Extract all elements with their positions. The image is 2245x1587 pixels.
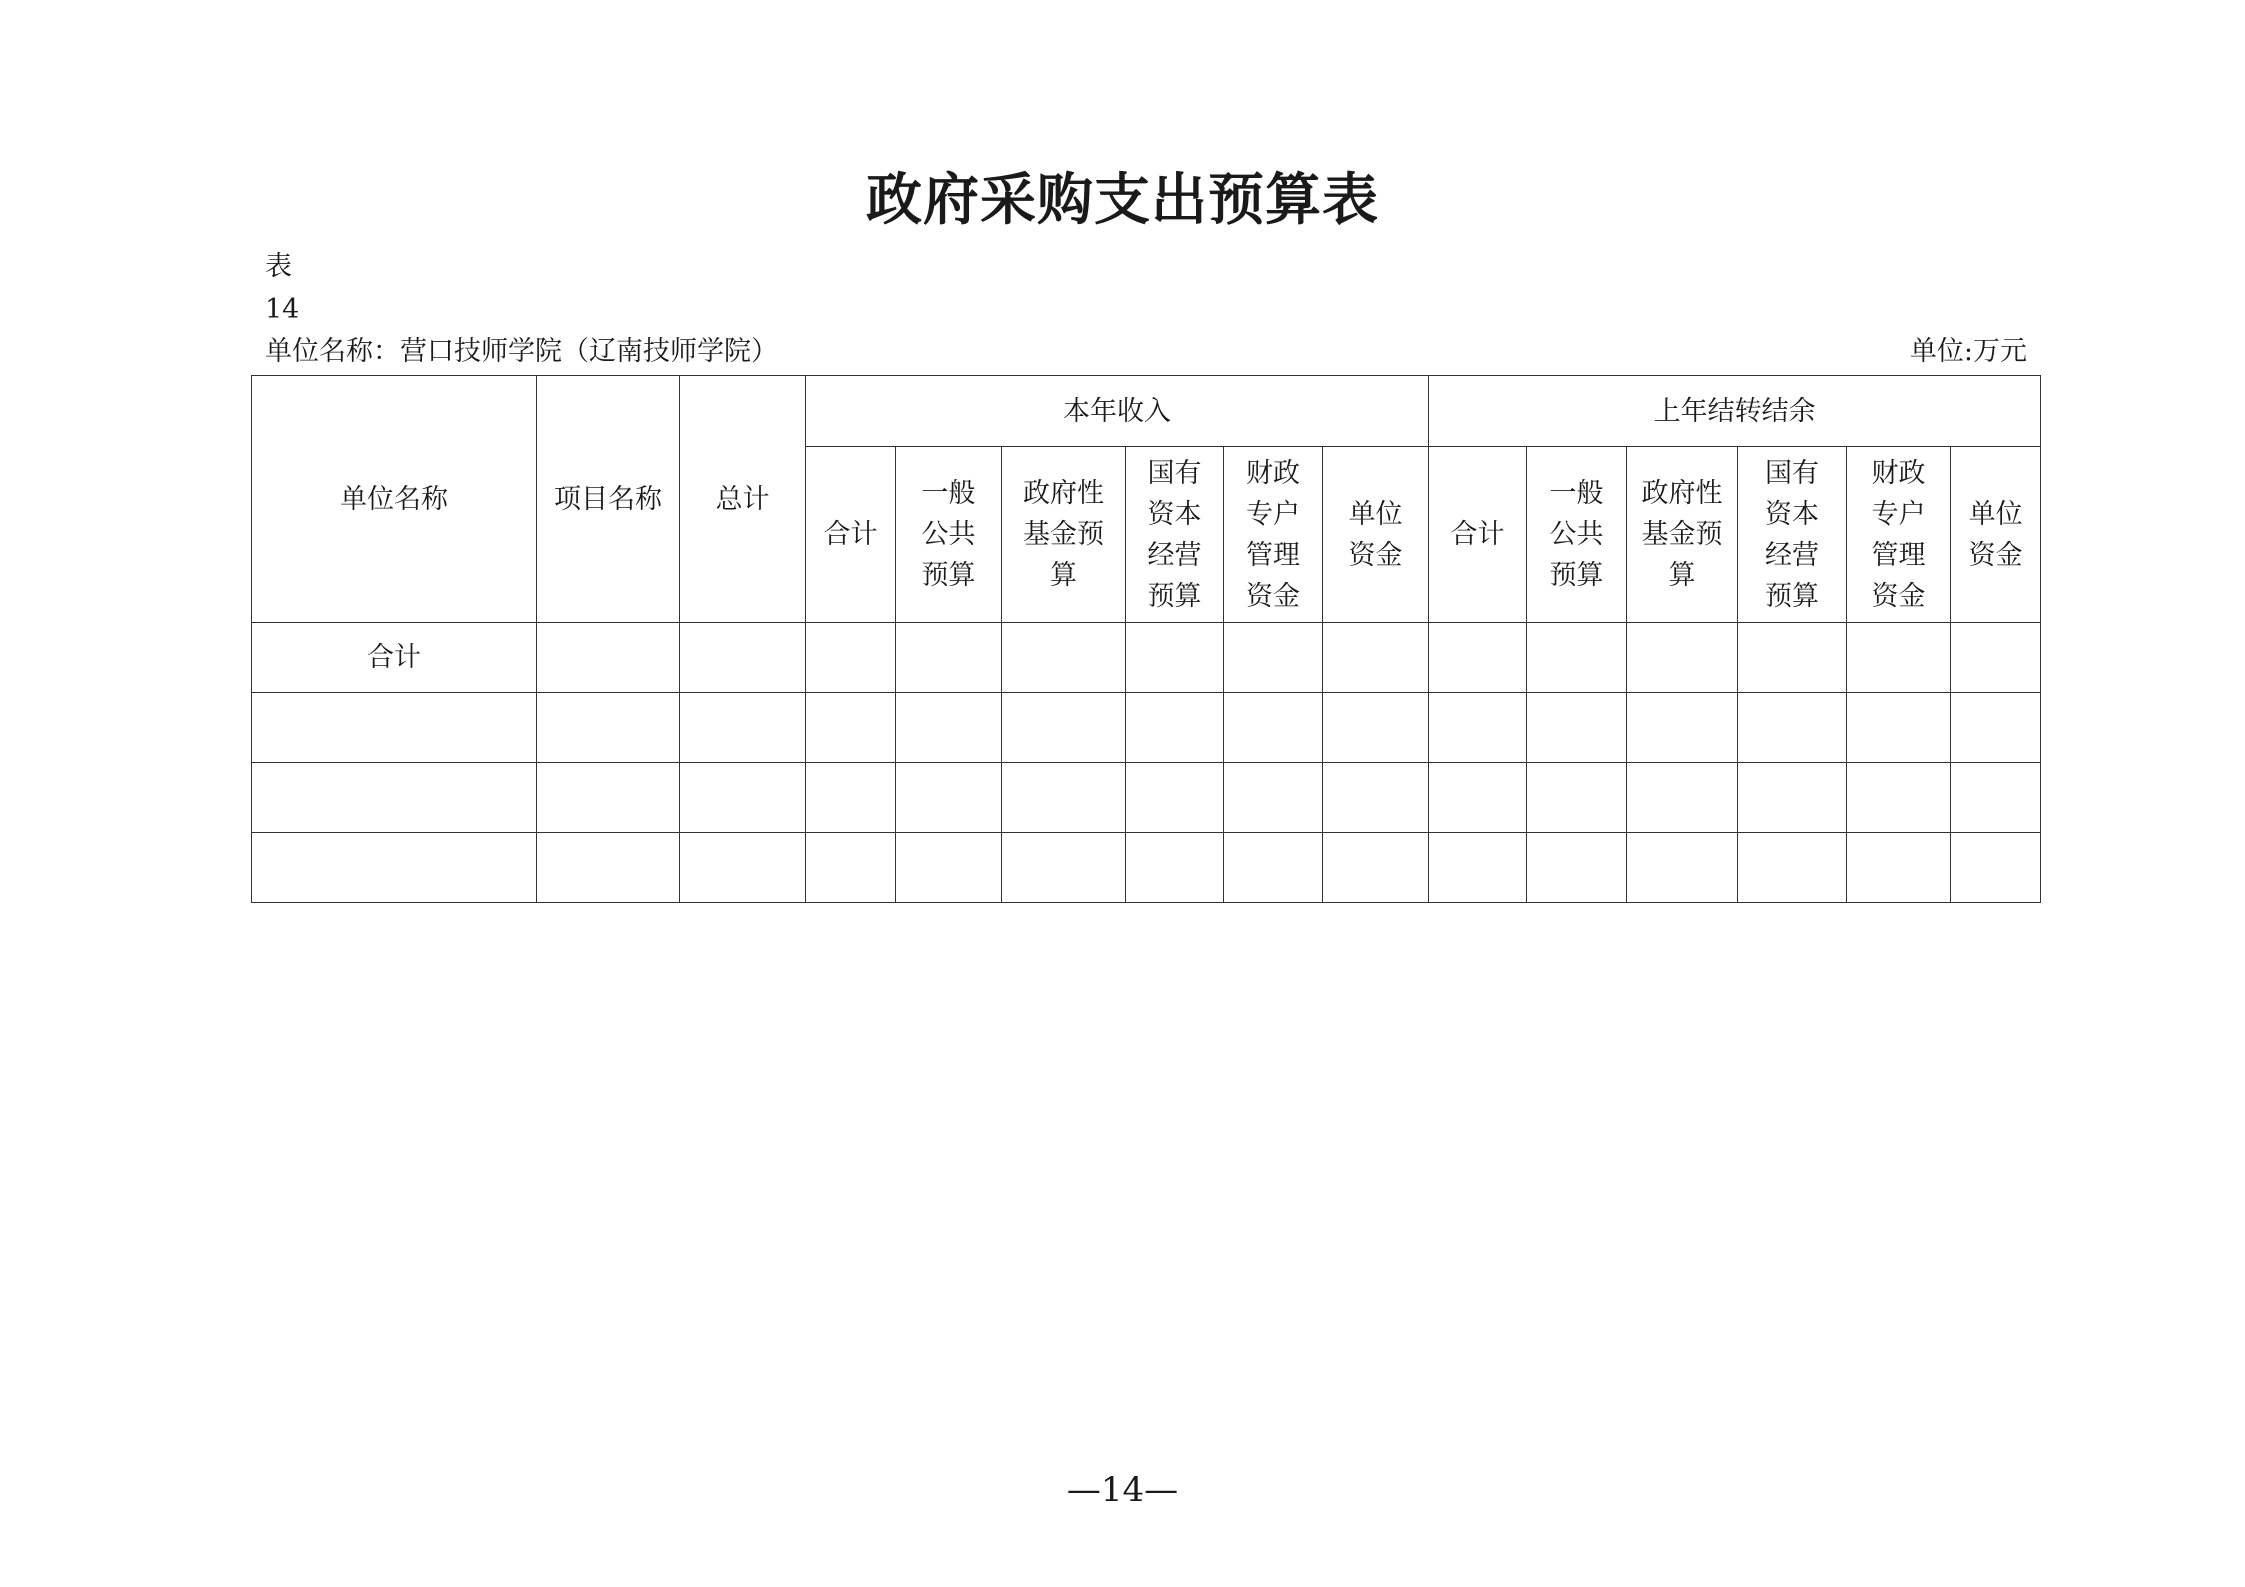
table-cell (1627, 833, 1738, 903)
table-row (252, 693, 2041, 763)
table-cell (1323, 623, 1429, 693)
header-sub-state-capital-budget: 国有资本经营预算 (1738, 447, 1847, 623)
table-number-label: 表 (265, 251, 292, 282)
table-cell (1847, 763, 1951, 833)
table-cell (806, 693, 896, 763)
table-cell (537, 833, 680, 903)
table-cell (1738, 763, 1847, 833)
table-row (252, 833, 2041, 903)
table-body (252, 623, 2041, 903)
table-cell (1527, 763, 1627, 833)
currency-unit: 单位:万元 (1909, 336, 2027, 367)
table-cell (1323, 693, 1429, 763)
header-project-name: 项目名称 (537, 376, 680, 623)
table-cell (680, 623, 806, 693)
page-title: 政府采购支出预算表 (866, 167, 1379, 233)
table-cell (1627, 623, 1738, 693)
table-cell (1126, 693, 1224, 763)
table-cell (1738, 623, 1847, 693)
table-cell (1429, 833, 1527, 903)
table-cell (1002, 763, 1126, 833)
table-cell (537, 623, 680, 693)
table-row (252, 623, 2041, 693)
table-cell (680, 763, 806, 833)
table-cell (1126, 623, 1224, 693)
table-number: 14 (265, 294, 300, 325)
table-cell (1951, 833, 2041, 903)
table-cell (896, 693, 1002, 763)
table-cell (1002, 693, 1126, 763)
header-current-year-income: 本年收入 (806, 376, 1429, 447)
table-cell (896, 763, 1002, 833)
table-cell (1323, 763, 1429, 833)
table-cell: 合计 (252, 623, 537, 693)
table-cell (252, 833, 537, 903)
table-cell (806, 763, 896, 833)
table-cell (1429, 763, 1527, 833)
header-sub-state-capital-budget: 国有资本经营预算 (1126, 447, 1224, 623)
table-cell (1323, 833, 1429, 903)
table-cell (252, 763, 537, 833)
table-cell (1847, 623, 1951, 693)
table-cell (1002, 833, 1126, 903)
table-cell (1224, 693, 1323, 763)
header-sub-special-account-funds: 财政专户管理资金 (1847, 447, 1951, 623)
table-cell (1429, 623, 1527, 693)
table-cell (1527, 693, 1627, 763)
table-cell (537, 693, 680, 763)
table-cell (1224, 763, 1323, 833)
table-cell (1627, 693, 1738, 763)
header-sub-general-budget: 一般公共预算 (1527, 447, 1627, 623)
table-cell (1847, 833, 1951, 903)
table-cell (1126, 833, 1224, 903)
table-cell (896, 623, 1002, 693)
table-cell (1951, 623, 2041, 693)
table-cell (1224, 623, 1323, 693)
header-unit-name: 单位名称 (252, 376, 537, 623)
header-sub-general-budget: 一般公共预算 (896, 447, 1002, 623)
header-sub-special-account-funds: 财政专户管理资金 (1224, 447, 1323, 623)
table-cell (806, 623, 896, 693)
table-cell (1002, 623, 1126, 693)
unit-name-line: 单位名称：营口技师学院（辽南技师学院） (265, 336, 778, 367)
page-number: —14— (1066, 1470, 1179, 1510)
table-cell (1951, 763, 2041, 833)
table-cell (1627, 763, 1738, 833)
header-prior-year-carryover: 上年结转结余 (1429, 376, 2041, 447)
table-cell (1738, 833, 1847, 903)
header-sub-total: 合计 (1429, 447, 1527, 623)
table-row (252, 763, 2041, 833)
table-cell (896, 833, 1002, 903)
table-cell (680, 693, 806, 763)
header-sub-total: 合计 (806, 447, 896, 623)
table-cell (1738, 693, 1847, 763)
table-cell (1126, 763, 1224, 833)
header-total: 总计 (680, 376, 806, 623)
table-cell (1527, 833, 1627, 903)
header-sub-gov-fund-budget: 政府性基金预算 (1002, 447, 1126, 623)
table-cell (1527, 623, 1627, 693)
table-cell (537, 763, 680, 833)
table-cell (1847, 693, 1951, 763)
table-cell (1951, 693, 2041, 763)
table-cell (252, 693, 537, 763)
table-cell (680, 833, 806, 903)
header-sub-unit-funds: 单位资金 (1323, 447, 1429, 623)
table-cell (1429, 693, 1527, 763)
budget-table (251, 375, 2041, 903)
table-cell (806, 833, 896, 903)
header-sub-unit-funds: 单位资金 (1951, 447, 2041, 623)
header-sub-gov-fund-budget: 政府性基金预算 (1627, 447, 1738, 623)
table-cell (1224, 833, 1323, 903)
